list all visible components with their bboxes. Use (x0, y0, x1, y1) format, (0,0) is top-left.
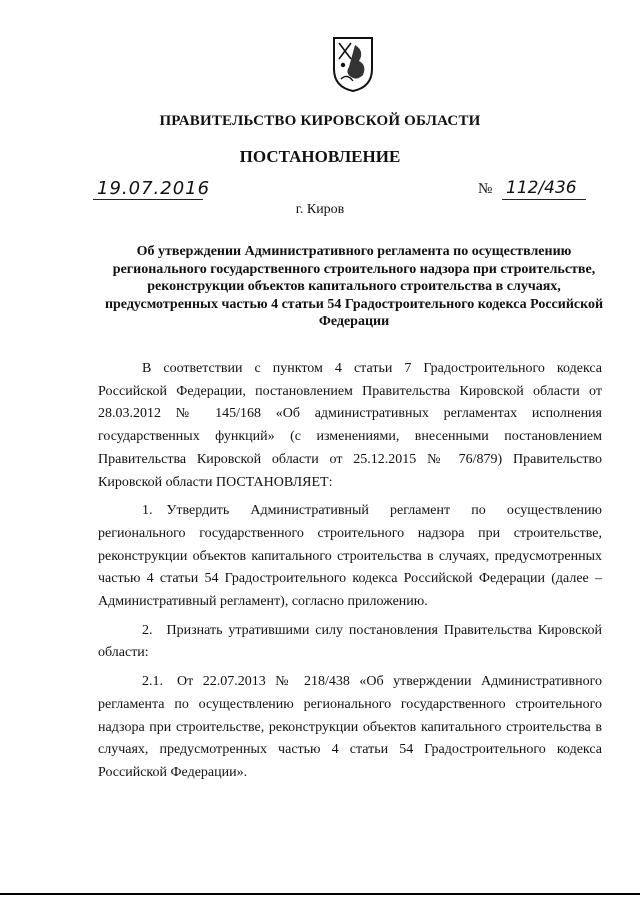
item-2-1-paragraph: 2.1. От 22.07.2013 № 218/438 «Об утверждении Административного регламента по осуществлению регионального государственного строительного надзора при строительстве, реконструкции объектов капитального строительства в случаях, предусмотренных частью 4 статьи 54 Градостроительного кодекса Российской Федерации». (98, 674, 602, 780)
number-underline (502, 199, 586, 200)
coat-of-arms-icon (331, 35, 375, 93)
bottom-rule (0, 893, 640, 895)
date-underline (93, 199, 203, 200)
city-label: г. Киров (295, 202, 345, 217)
document-number: 112/436 (506, 178, 577, 198)
item-2-paragraph: 2. Признать утратившими силу постановления Правительства Кировской области: (98, 622, 602, 661)
document-subject: Об утверждении Административного регламента по осуществлению регионального государственного строительного надзора при строительстве, реконструкции объектов капитального строительства в случаях, предусмотренных частью 4 статьи 54 Градостроительного кодекса Российской Федерации (104, 244, 604, 329)
preamble-paragraph: В соответствии с пунктом 4 статьи 7 Градостроительного кодекса Российской Федерации, постановлением Правительства Кировской области от 28.03.2012 № 145/168 «Об административных регламентах исполнения государственных функций» (с изменениями, внесенными постановлением Правительства Кировской области от 25.12.2015 № 76/879) Правительство Кировской области ПОСТАНОВЛЯЕТ: (98, 361, 602, 490)
document-body (98, 358, 602, 785)
document-type: ПОСТАНОВЛЕНИЕ (239, 147, 401, 166)
item-1-paragraph: 1. Утвердить Административный регламент по осуществлению регионального государственного строительного надзора при строительстве, реконструкции объектов капитального строительства в случаях, предусмотренных частью 4 статьи 54 Градостроительного кодекса Российской Федерации (далее – Административный регламент), согласно приложению. (98, 503, 602, 610)
document-date: 19.07.2016 (97, 178, 211, 199)
government-title: ПРАВИТЕЛЬСТВО КИРОВСКОЙ ОБЛАСТИ (159, 113, 481, 129)
number-sign: № (478, 181, 493, 197)
